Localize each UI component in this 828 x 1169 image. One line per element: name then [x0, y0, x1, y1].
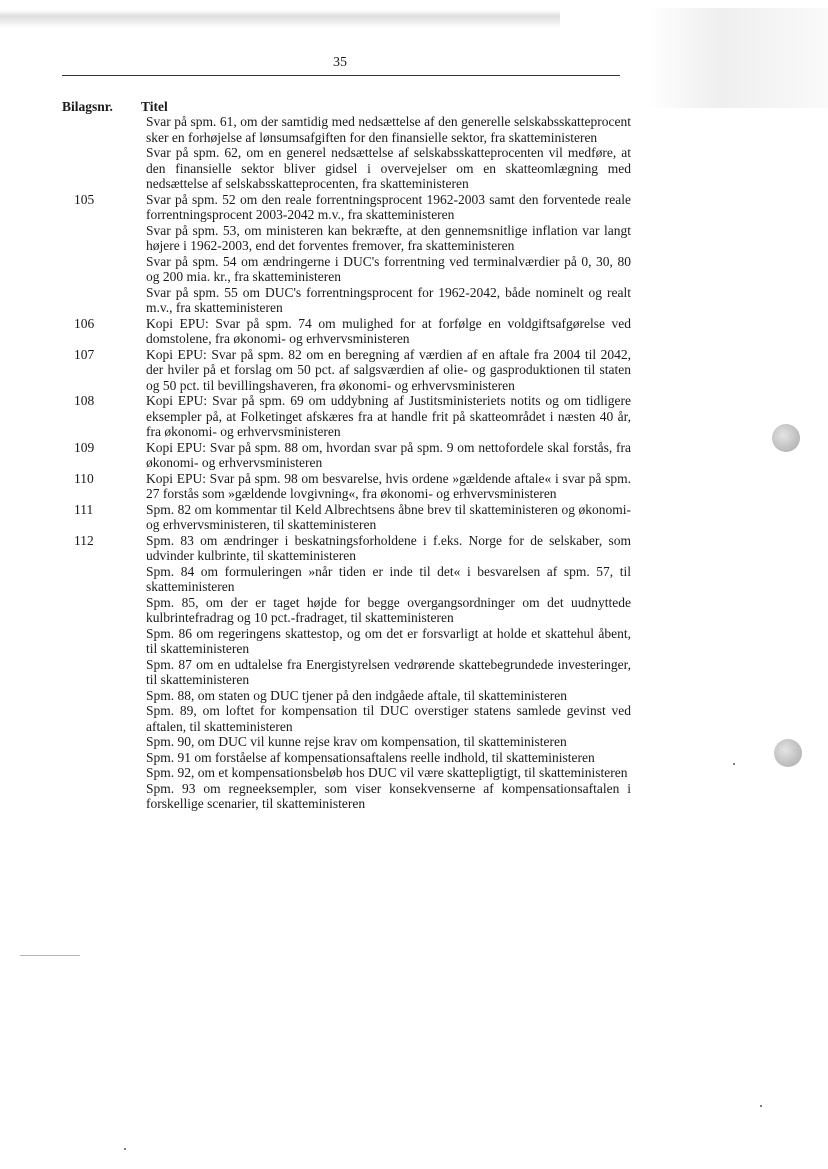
- entry-number: 110: [74, 470, 94, 486]
- entry-number: 109: [74, 439, 95, 455]
- entry-number: 112: [74, 532, 94, 548]
- scan-shadow-right: [648, 8, 828, 108]
- entry-row: [0, 192, 828, 316]
- entry-number: 106: [74, 315, 95, 331]
- entry-row: [0, 471, 828, 502]
- entry-title: Kopi EPU: Svar på spm. 74 om mulighed for at forfølge en voldgiftsafgørelse ved domstolene, fra økonomi- og erhvervsministeren: [146, 315, 631, 346]
- scan-scratch: [20, 955, 80, 956]
- entry-title: Spm. 88, om staten og DUC tjener på den indgåede aftale, til skatteministeren: [146, 687, 568, 703]
- entry-title: Kopi EPU: Svar på spm. 82 om en beregning af værdien af en aftale fra 2004 til 2042, der hviler på et forslag om 50 pct. af salgsværdien af olie- og gasproduktionen til staten og 50 pct. til bevillingshaveren, fra økonomi- og erhvervsministeren: [146, 346, 631, 393]
- entry-title: Spm. 90, om DUC vil kunne rejse krav om kompensation, til skatteministeren: [146, 734, 567, 749]
- entry-title: Svar på spm. 53, om ministeren kan bekræfte, at den gennemsnitlige inflation var langt højere i 1962-2003, end det forventes fremover, fra skatteministeren: [146, 222, 631, 253]
- entry-title: Kopi EPU: Svar på spm. 98 om besvarelse, hvis ordene »gældende aftale« i svar på spm. 27 forstås som »gældende lovgivning«, fra økonomi- og erhvervsministeren: [146, 470, 631, 501]
- entry-title: Spm. 82 om kommentar til Keld Albrechtsens åbne brev til skatteministeren og økonomi- og erhvervsministeren, til skatteministeren: [146, 501, 631, 532]
- entry-title: Kopi EPU: Svar på spm. 88 om, hvordan svar på spm. 9 om nettofordele skal forstås, fra økonomi- og erhvervsministeren: [146, 439, 631, 470]
- entry-title: Spm. 93 om regneeksempler, som viser konsekvenserne af kompensationsaftalen i forskellige scenarier, til skatteministeren: [146, 780, 631, 811]
- entry-title: Spm. 92, om et kompensationsbeløb hos DUC vil være skattepligtigt, til skatteministeren: [146, 765, 628, 780]
- entry-row: [0, 440, 828, 471]
- entry-title: Spm. 91 om forståelse af kompensationsaftalens reelle indhold, til skatteministeren: [146, 749, 595, 765]
- entry-title: Spm. 87 om en udtalelse fra Energistyrelsen vedrørende skattebegrundede investeringer, til skatteministeren: [146, 656, 631, 687]
- entry-title: Svar på spm. 61, om der samtidig med nedsættelse af den generelle selskabsskatteprocent sker en forhøjelse af lønsumsafgiften for den finansielle sektor, fra skatteministeren: [146, 114, 631, 145]
- scan-speck: [124, 1148, 126, 1150]
- entry-title: Spm. 86 om regeringens skattestop, og om det er forsvarligt at holde et skattehul åbent, til skatteministeren: [146, 625, 631, 656]
- entry-title: Kopi EPU: Svar på spm. 69 om uddybning af Justitsministeriets notits og om tidligere eksempler på, at Folketinget afskæres fra at handle frit på skatteområdet i næsten 40 år, fra økonomi- og erhvervsministeren: [146, 393, 631, 439]
- entry-title: Svar på spm. 52 om den reale forrentningsprocent 1962-2003 samt den forventede reale forrentningsprocent 2003-2042 m.v., fra skatteministeren: [146, 191, 631, 222]
- entry-title: Svar på spm. 62, om en generel nedsættelse af selskabsskatteprocenten vil medføre, at den finansielle sektor bliver gidsel i overvejelser om en skatteomlægning med nedsættelse af selskabsskatteprocenten, fra skatteministeren: [146, 145, 631, 191]
- entry-row: [0, 347, 828, 394]
- entry-number: 111: [74, 501, 94, 517]
- entry-title: Spm. 83 om ændringer i beskatningsforholdene i f.eks. Norge for de selskaber, som udvinder kulbrinte, til skatteministeren: [146, 532, 631, 563]
- entry-title: Spm. 85, om der er taget højde for begge overgangsordninger om det uudnyttede kulbrintefradrag og 10 pct.-fradraget, til skatteministeren: [146, 594, 631, 625]
- entry-title: Spm. 84 om formuleringen »når tiden er inde til det« i besvarelsen af spm. 57, til skatteministeren: [146, 563, 631, 594]
- entry-row: [0, 393, 828, 440]
- entry-number: 108: [74, 393, 95, 408]
- entry-title: Spm. 89, om loftet for kompensation til DUC overstiger statens samlede gevinst ved aftalen, til skatteministeren: [146, 703, 631, 734]
- entry-title: Svar på spm. 54 om ændringerne i DUC's forrentning ved terminalværdier på 0, 30, 80 og 200 mia. kr., fra skatteministeren: [146, 253, 631, 284]
- scan-speck: [760, 1105, 762, 1107]
- entry-number: 105: [74, 191, 95, 207]
- entry-row: [0, 502, 828, 533]
- entry-row: [0, 114, 828, 192]
- scan-shadow-top: [0, 10, 560, 28]
- entry-number: 107: [74, 346, 95, 362]
- entry-row: [0, 533, 828, 812]
- column-header-title: Titel: [141, 99, 168, 114]
- column-header-number: Bilagsnr.: [62, 99, 113, 114]
- entry-title: Svar på spm. 55 om DUC's forrentningsprocent for 1962-2042, både nominelt og realt m.v., fra skatteministeren: [146, 284, 631, 315]
- header-rule: [62, 75, 620, 76]
- entry-row: [0, 316, 828, 347]
- page-number: 35: [333, 55, 347, 70]
- entry-list: [0, 114, 828, 812]
